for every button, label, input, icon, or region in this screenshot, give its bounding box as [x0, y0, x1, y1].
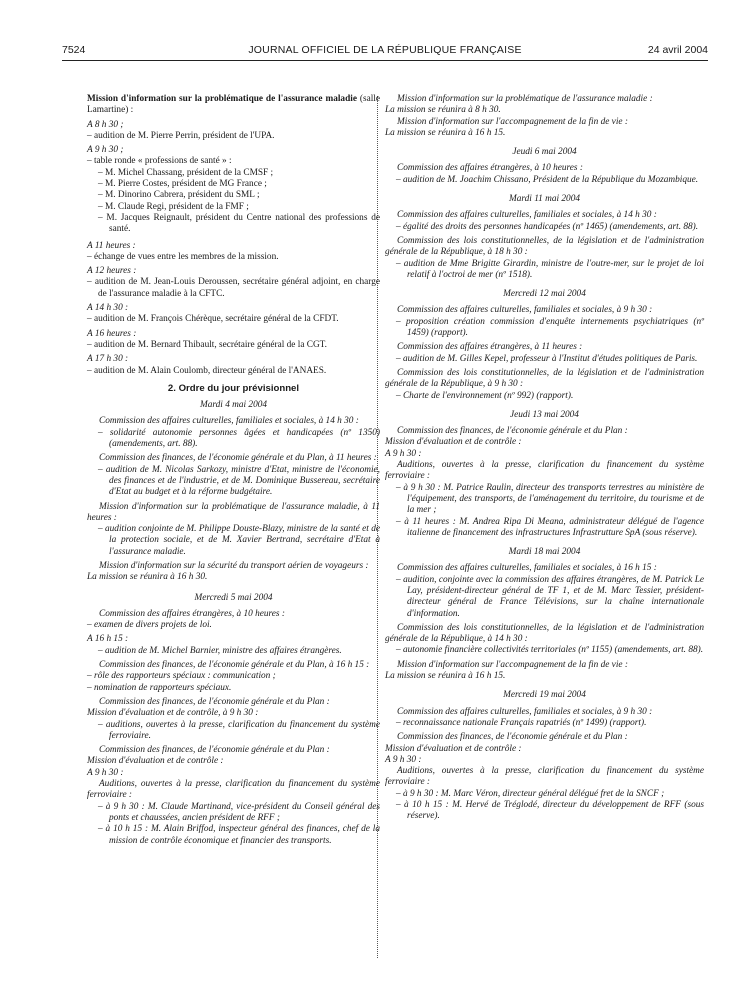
agenda-item: – audition de M. Joachim Chissano, Président de la République du Mozambique.	[396, 174, 699, 185]
time-label: A 8 h 30 ;	[87, 119, 124, 130]
agenda-item: – nomination de rapporteurs spéciaux.	[87, 682, 232, 693]
committee-heading: Commission des affaires culturelles, familiales et sociales, à 16 h 15 :	[397, 563, 657, 574]
hearings-heading: Auditions, ouvertes à la presse, clarification du financement du système ferroviaire :	[385, 766, 704, 788]
agenda-item: – audition de M. Nicolas Sarkozy, ministre d'Etat, ministre de l'économie, des finances et de l'industrie, et de M. Dominique Bussereau, secrétaire d'Etat au budget et à la réforme budgétaire.	[98, 464, 380, 498]
header-rule	[62, 60, 708, 61]
day-heading: Mercredi 19 mai 2004	[503, 690, 586, 701]
agenda-subitem: – M. Claude Regi, président de la FMF ;	[98, 201, 249, 212]
committee-heading: Commission des finances, de l'économie générale et du Plan :	[99, 696, 330, 707]
day-heading: Mardi 18 mai 2004	[508, 547, 581, 558]
time-label: A 9 h 30 ;	[87, 145, 124, 156]
agenda-item: – à 11 heures : M. Andrea Ripa Di Meana, administrateur délégué de l'agence italienne de financement des infrastructures Infrastrutture SpA (sous réserve).	[396, 516, 704, 538]
agenda-item: – audition conjointe de M. Philippe Douste-Blazy, ministre de la santé et de la protection sociale, et de M. Xavier Bertrand, secrétaire d'Etat à l'assurance maladie.	[98, 524, 380, 557]
section-title: 2. Ordre du jour prévisionnel	[167, 382, 300, 394]
agenda-note: La mission se réunira à 16 h 30.	[87, 572, 208, 583]
agenda-note: La mission se réunira à 16 h 15.	[385, 671, 506, 682]
committee-heading: Commission des affaires étrangères, à 10 heures :	[99, 608, 285, 619]
committee-heading: Mission d'information sur l'accompagnement de la fin de vie :	[397, 116, 628, 127]
agenda-item: – Charte de l'environnement (nº 992) (rapport).	[396, 390, 574, 401]
agenda-item: – audition de Mme Brigitte Girardin, ministre de l'outre-mer, sur le projet de loi relatif à l'octroi de mer (nº 1518).	[396, 258, 704, 280]
left-column	[87, 94, 380, 847]
agenda-item: – égalité des droits des personnes handicapées (nº 1465) (amendements, art. 88).	[396, 221, 699, 232]
agenda-note: La mission se réunira à 8 h 30.	[385, 105, 501, 116]
agenda-subitem: – M. Pierre Costes, président de MG France ;	[98, 179, 267, 190]
agenda-item: – auditions, ouvertes à la presse, clarification du financement du système ferroviaire.	[98, 719, 380, 741]
day-heading: Mardi 11 mai 2004	[508, 194, 580, 205]
agenda-subitem: – M. Michel Chassang, président de la CMSF ;	[98, 167, 274, 178]
agenda-item: – audition de M. Gilles Kepel, professeur à l'Institut d'études politiques de Paris.	[396, 353, 698, 364]
day-heading: Jeudi 6 mai 2004	[512, 147, 577, 158]
issue-date: 24 avril 2004	[647, 44, 708, 56]
time-label: A 9 h 30 :	[87, 767, 124, 778]
agenda-item: – audition, conjointe avec la commission des affaires étrangères, de M. Patrick Le Lay, président-directeur général de TF 1, et de M. Marc Tessier, président-directeur général de France Télévisions, sur la chaîne internationale d'information.	[396, 574, 704, 619]
agenda-item: – table ronde « professions de santé » :	[87, 156, 232, 167]
agenda-item: – reconnaissance nationale Français rapatriés (nº 1499) (rapport).	[396, 717, 647, 728]
committee-heading: Commission des affaires culturelles, familiales et sociales, à 14 h 30 :	[99, 416, 359, 427]
agenda-item: – audition de M. Bernard Thibault, secrétaire général de la CGT.	[87, 339, 327, 350]
agenda-item: – échange de vues entre les membres de la mission.	[87, 251, 279, 262]
committee-heading: Commission des affaires culturelles, familiales et sociales, à 9 h 30 :	[397, 305, 653, 316]
time-label: A 16 h 15 :	[87, 634, 129, 645]
committee-heading: Commission des affaires étrangères, à 10 heures :	[397, 163, 583, 174]
time-label: A 14 h 30 :	[87, 303, 129, 314]
committee-heading: Commission des finances, de l'économie générale et du Plan :	[397, 426, 628, 437]
agenda-item: – à 9 h 30 : M. Claude Martinand, vice-président du Conseil général des ponts et chaussées, ancien président de RFF ;	[98, 801, 380, 823]
agenda-subitem: – M. Jacques Reignault, président du Centre national des professions de santé.	[98, 212, 380, 235]
page-header	[62, 44, 708, 60]
time-label: A 12 heures :	[87, 266, 137, 277]
committee-heading: Mission d'information sur l'accompagnement de la fin de vie :	[397, 659, 628, 670]
time-label: A 11 heures :	[87, 240, 136, 251]
agenda-item: – audition de M. Jean-Louis Deroussen, secrétaire général adjoint, en charge de l'assurance maladie à la CFTC.	[87, 277, 380, 299]
mission-heading	[87, 94, 380, 117]
journal-title: JOURNAL OFFICIEL DE LA RÉPUBLIQUE FRANÇAISE	[248, 44, 522, 56]
subcommittee-heading: Mission d'évaluation et de contrôle :	[385, 437, 522, 448]
hearings-heading: Auditions, ouvertes à la presse, clarification du financement du système ferroviaire :	[87, 779, 380, 801]
agenda-item: – autonomie financière collectivités territoriales (nº 1155) (amendements, art. 88).	[396, 645, 704, 656]
agenda-item: – à 9 h 30 : M. Marc Véron, directeur général délégué fret de la SNCF ;	[396, 788, 665, 799]
committee-heading: Commission des lois constitutionnelles, de la législation et de l'administration générale de la République, à 18 h 30 :	[385, 235, 704, 258]
agenda-item: – à 10 h 15 : M. Hervé de Tréglodé, directeur du développement de RFF (sous réserve).	[396, 800, 704, 822]
committee-heading: Commission des lois constitutionnelles, de la législation et de l'administration générale de la République, à 14 h 30 :	[385, 622, 704, 645]
hearings-heading: Auditions, ouvertes à la presse, clarification du financement du système ferroviaire :	[385, 460, 704, 482]
agenda-item: – solidarité autonomie personnes âgées et handicapées (nº 1350) (amendements, art. 88).	[98, 427, 380, 450]
time-label: A 17 h 30 :	[87, 354, 129, 365]
committee-heading: Commission des finances, de l'économie générale et du Plan :	[397, 732, 628, 743]
page-number: 7524	[62, 44, 86, 56]
committee-heading: Commission des affaires culturelles, familiales et sociales, à 14 h 30 :	[397, 210, 657, 221]
day-heading: Jeudi 13 mai 2004	[510, 409, 579, 420]
mission-heading-bold: Mission d'information sur la problématique de l'assurance maladie	[87, 94, 357, 104]
mission-heading-rest: (salle Lamartine) :	[87, 94, 380, 116]
time-label: A 16 heures :	[87, 328, 137, 339]
agenda-item: – audition de M. Michel Barnier, ministre des affaires étrangères.	[98, 645, 342, 656]
committee-heading: Commission des finances, de l'économie générale et du Plan, à 16 h 15 :	[99, 660, 370, 671]
committee-heading: Mission d'information sur la sécurité du transport aérien de voyageurs :	[99, 560, 369, 571]
agenda-item: – audition de M. Pierre Perrin, président de l'UPA.	[87, 130, 275, 141]
agenda-item: – audition de M. François Chérèque, secrétaire général de la CFDT.	[87, 314, 339, 325]
day-heading: Mardi 4 mai 2004	[199, 400, 268, 411]
committee-heading: Mission d'information sur la problématique de l'assurance maladie :	[397, 94, 653, 104]
time-label: A 9 h 30 :	[385, 448, 422, 459]
committee-heading: Commission des lois constitutionnelles, de la législation et de l'administration générale de la République, à 9 h 30 :	[385, 367, 704, 390]
committee-heading: Commission des finances, de l'économie générale et du Plan, à 11 heures :	[99, 453, 377, 464]
subcommittee-heading: Mission d'évaluation et de contrôle :	[385, 743, 522, 754]
committee-heading: Commission des finances, de l'économie générale et du Plan :	[99, 745, 330, 756]
day-heading: Mercredi 12 mai 2004	[503, 289, 586, 300]
agenda-item: – proposition création commission d'enquête internements psychiatriques (nº 1459) (rapport).	[396, 316, 704, 339]
committee-heading: Mission d'information sur la problématique de l'assurance maladie, à 11 heures :	[87, 501, 380, 523]
agenda-item: – à 10 h 15 : M. Alain Briffod, inspecteur général des finances, chef de la mission de contrôle économique et financier des transports.	[98, 824, 380, 846]
agenda-item: – à 9 h 30 : M. Patrice Raulin, directeur des transports terrestres au ministère de l'équipement, des transports, de l'aménagement du territoire, du tourisme et de la mer ;	[396, 482, 704, 516]
time-label: A 9 h 30 :	[385, 754, 422, 765]
committee-heading: Commission des affaires étrangères, à 11 heures :	[397, 342, 583, 353]
subcommittee-heading: Mission d'évaluation et de contrôle :	[87, 756, 224, 767]
agenda-item: – audition de M. Alain Coulomb, directeur général de l'ANAES.	[87, 365, 327, 376]
committee-heading: Commission des affaires culturelles, familiales et sociales, à 9 h 30 :	[397, 706, 653, 717]
right-column	[385, 94, 704, 823]
agenda-subitem: – M. Dinorino Cabrera, président du SML ;	[98, 190, 260, 201]
agenda-note: La mission se réunira à 16 h 15.	[385, 127, 506, 138]
agenda-item: – rôle des rapporteurs spéciaux : communication ;	[87, 671, 276, 682]
subcommittee-heading: Mission d'évaluation et de contrôle, à 9 h 30 :	[87, 708, 259, 719]
agenda-item: – examen de divers projets de loi.	[87, 620, 212, 631]
day-heading: Mercredi 5 mai 2004	[194, 592, 273, 603]
